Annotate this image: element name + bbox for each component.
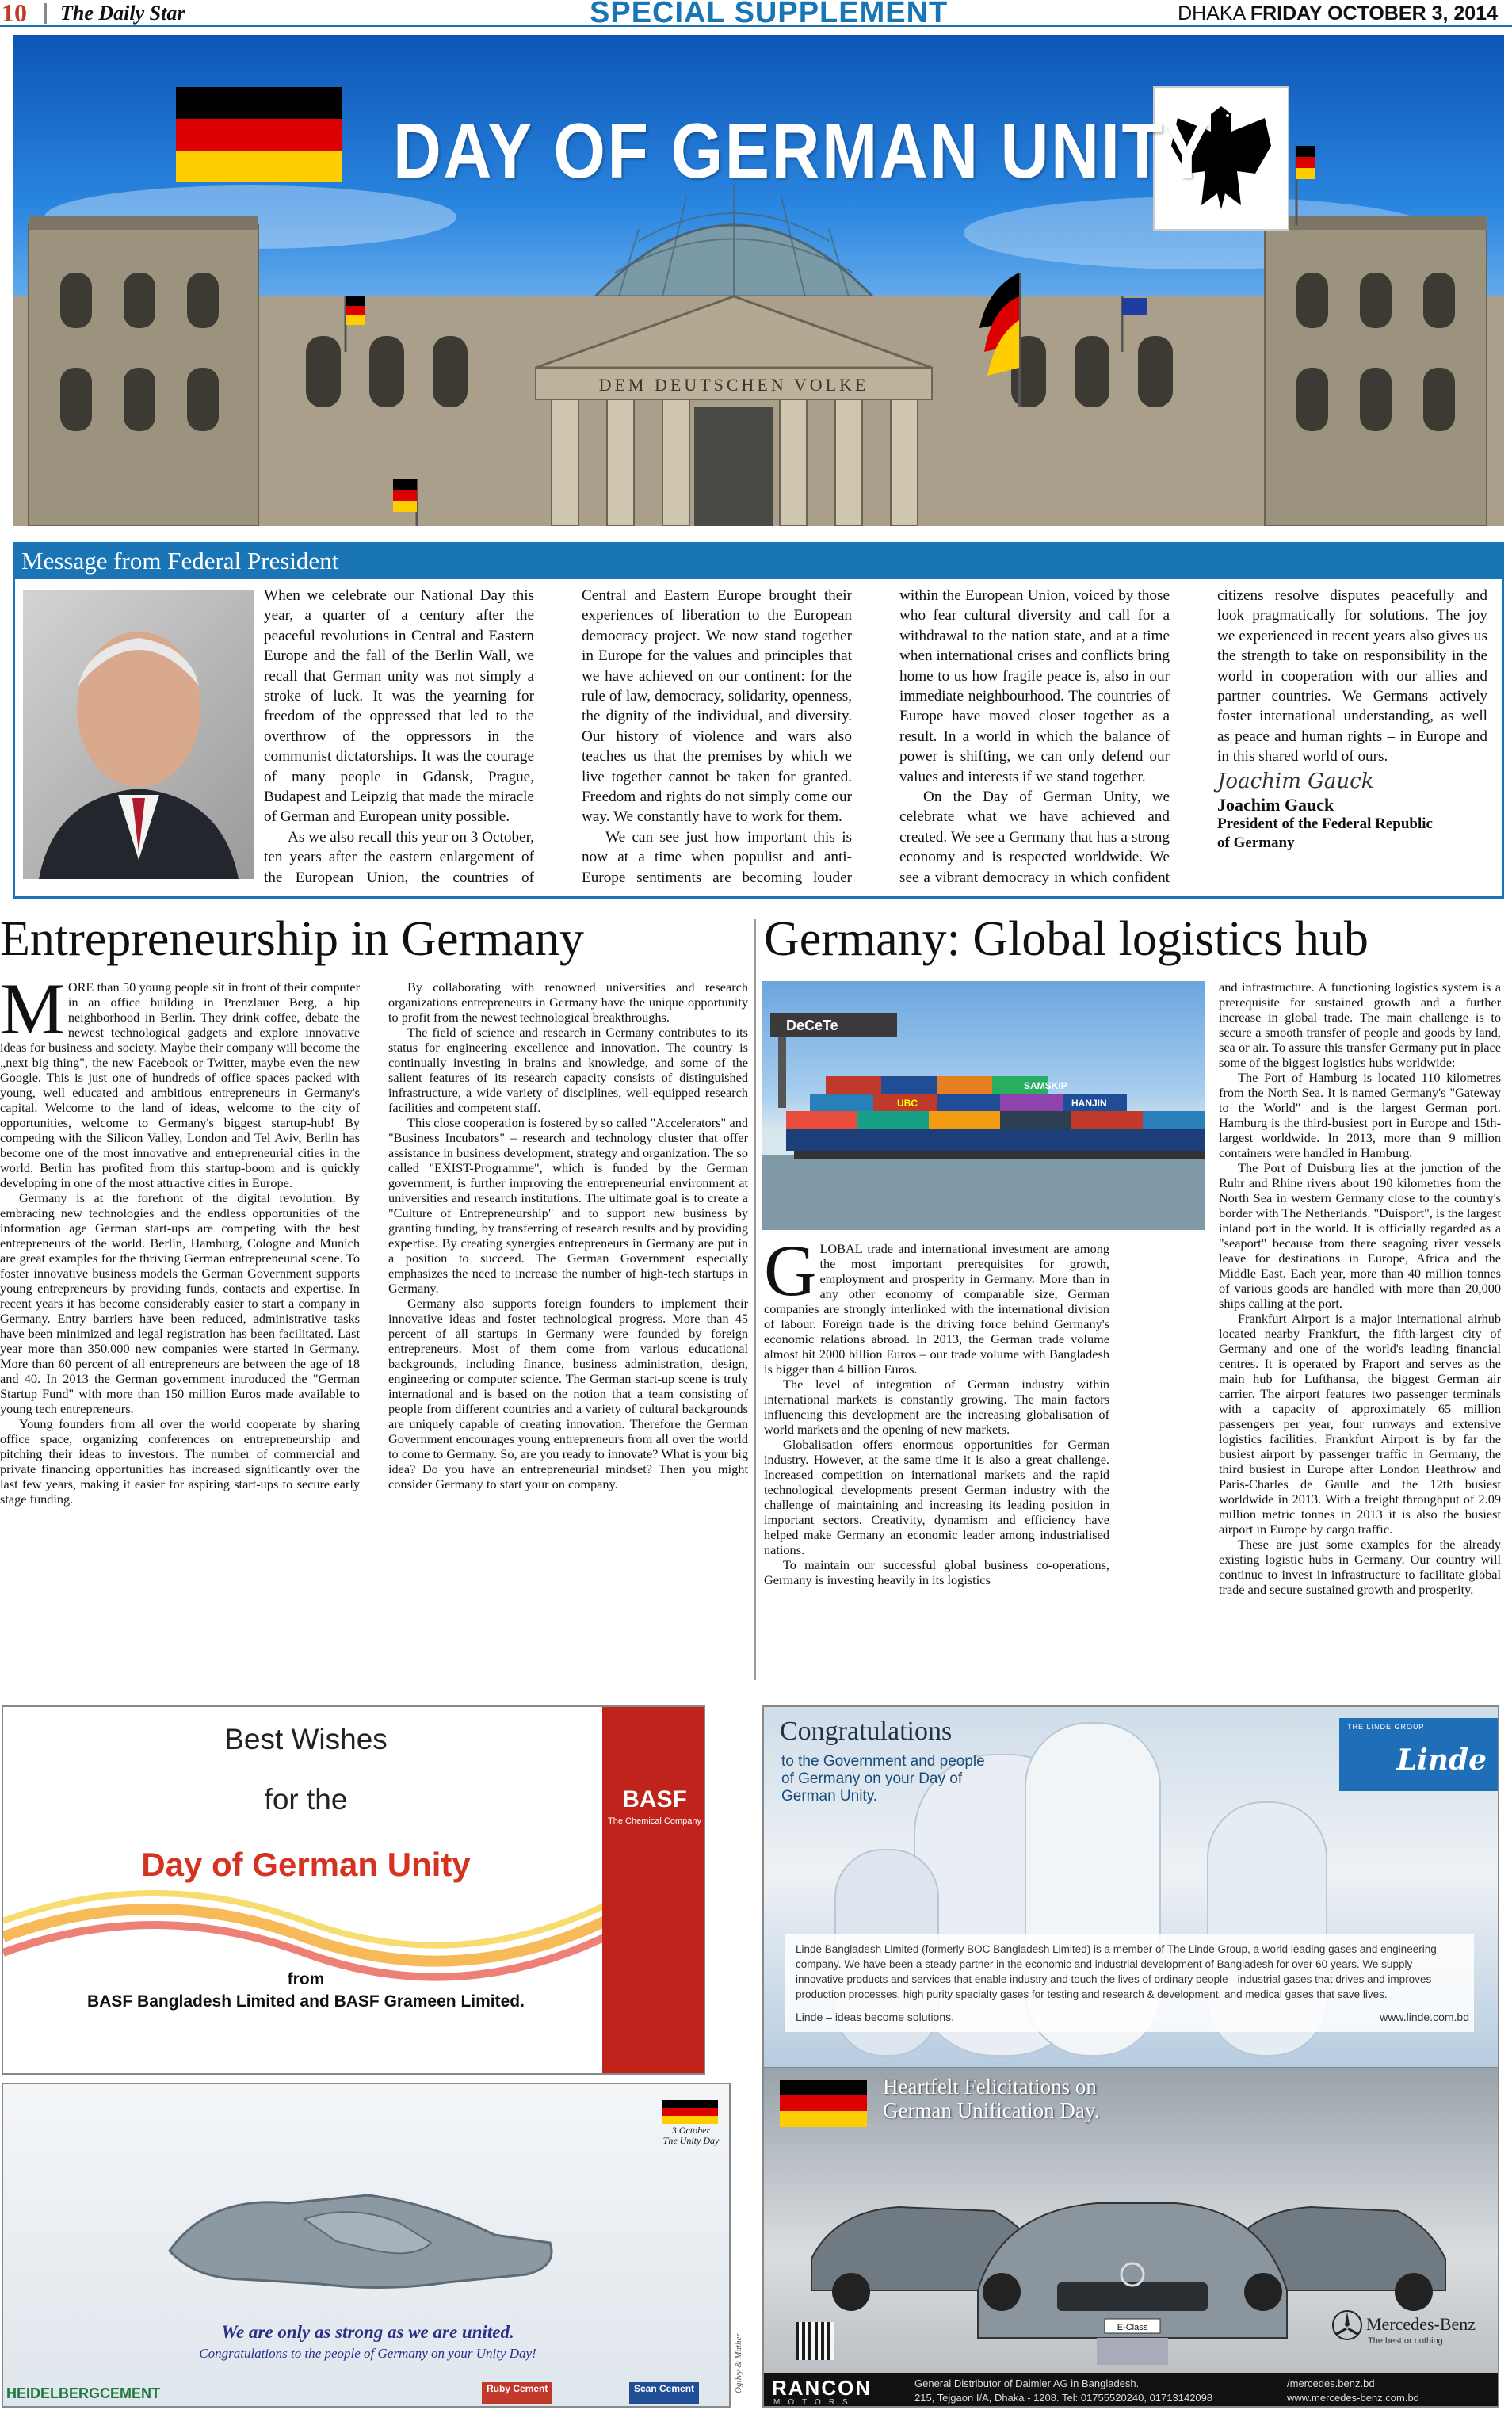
- container-port-photo: [762, 981, 1205, 1230]
- president-message-box: [13, 542, 1504, 899]
- article-paragraph: To maintain our successful global business co-operations, Germany is investing heavily in its logistics: [764, 1557, 1109, 1587]
- mercedes-slogan: The best or nothing.: [1368, 2336, 1445, 2346]
- article-paragraph: Young founders from all over the world cooperate by sharing office space, organizing conferences on entrepreneurship and pitching their ideas to investors. The number of commercial and private financing opportunities has increased significantly over the last few years, making it easier for aspiring start-ups to secure early stage funding.: [0, 1416, 360, 1507]
- signer-title: President of the Federal Republic: [1217, 815, 1433, 833]
- basf-logo-panel: [602, 1707, 705, 2075]
- paper-name: The Daily Star: [60, 2, 185, 25]
- agency-credit: Ogilvy & Mather: [734, 2333, 743, 2393]
- article-paragraph: Germany also supports foreign founders to implement their innovative ideas and foster technological progress. More than 45 percent of all startups in Germany were founded by foreign entrepreneurs. Most of them come from various educational backgrounds, including finance, business administration, design, engineering or computer science. The German start-up scene is truly international and is based on the notion that a team consisting of people from different countries and a variety of cultural backgrounds are uniquely capable of creating innovation. Therefore the German Government encourages young entrepreneurs from all over the world to come to Germany. So, are you ready to innovate? What is your big idea? Do you have an entrepreneurial mindset? Then you might consider Germany to start your on company.: [388, 1296, 748, 1491]
- dropcap: M: [0, 968, 65, 1049]
- rancon-logo: RANCON: [772, 2376, 872, 2400]
- article-paragraph: This close cooperation is fostered by so called "Accelerators" and "Business Incubators" – research and technology cluster that offer assistance in business development, strategy and organization. The so called "EXIST-Programme", which is funded by the German government, is further improving the entrepreneurial environment at universities and research institutions. The ultimate goal is to create a "Culture of Entrepreneurship" and to support new business by granting funding, by transferring of research results and by providing expertise. By creating synergies entrepreneurs in Germany are put in a position to succeed. The German Government especially emphasizes the need to increase the number of high-tech startups in Germany.: [388, 1115, 748, 1296]
- heidelberg-logo: HEIDELBERGCEMENT: [6, 2385, 161, 2401]
- dateline-date: FRIDAY OCTOBER 3, 2014: [1250, 2, 1498, 25]
- message-text: [264, 586, 1487, 896]
- german-flag-icon: [780, 2080, 867, 2127]
- photo-label: HANJIN: [1071, 1098, 1107, 1109]
- signer-name: Joachim Gauck: [1217, 795, 1334, 815]
- logistics-body-left: [764, 1230, 1109, 1669]
- article-paragraph: The level of integration of German industry within international markets is constantly growing. The main factors influencing this development are the increasing globalisation of world markets and the opening of new markets.: [764, 1377, 1109, 1437]
- section-title: SPECIAL SUPPLEMENT: [590, 0, 949, 29]
- entrepreneurship-body: [0, 968, 748, 1669]
- article-paragraph: The field of science and research in Germany contributes to its status for engineering excellence and innovation. The country is continually investing in brains and knowledge, and some of the salient features of its research capacity consists of distinguished infrastructure, a wide variety of disciplines, well-equipped research facilities and competent staff.: [388, 1025, 748, 1115]
- heidel-date: [658, 2125, 724, 2146]
- linde-advertisement[interactable]: [762, 1705, 1499, 2075]
- dealer-bar: [764, 2373, 1499, 2408]
- article-paragraph: The Port of Duisburg lies at the junction of the Ruhr and Rhine rivers about 190 kilometres from the North Sea in western Germany close to the country's border with The Netherlands. "Duisport", is the largest inland port in the world. It is officially regarded as a "seaport" because from there seagoing river vessels leave for destinations in Europe, Africa and the Middle East. Each year, more than 40 million tonnes of various goods are handled with more than 20,000 ships calling at the port.: [1219, 1160, 1501, 1311]
- heidel-caption: We are only as strong as we are united.: [221, 2322, 514, 2342]
- logistics-title: Germany: Global logistics hub: [764, 912, 1369, 966]
- photo-label: UBC: [897, 1098, 918, 1109]
- lead-text: ORE than 50 young people sit in front of their computer in an office building in Prenzlauer Berg, a hip neighborhood in Berlin. They drink coffee, debate the newest technological gadgets and explore innovative ideas for business and society. Maybe their company will become the „next big thing", the new Facebook or Twitter, maybe even the new Google. This is just one of hundreds of office spaces packed with young, well educated and ambitious entrepreneurs in Germany's capital. Welcome to the land of ideas, welcome to the city of opportunities, welcome to Germany's biggest startup-hub! By competing with the Silicon Valley, London and Tel Aviv, Berlin has become one of the most innovative and entrepreneurial cities in the world. Berlin has profited from this startup-boom and is quickly developing in one of the most attractive cities in Europe.: [0, 980, 360, 1190]
- heidelberg-advertisement[interactable]: [2, 2083, 731, 2408]
- article-paragraph: and infrastructure. A functioning logistics system is a prerequisite for sustained growth and a further increase in global trade. The main challenge is to secure a smooth transfer of people and goods by land, sea or air. To assure this transfer Germany put in place some of the biggest logistics hubs worldwide:: [1219, 980, 1501, 1070]
- german-flag-icon: [662, 2100, 718, 2124]
- facebook-link[interactable]: /mercedes.benz.bd: [1287, 2378, 1375, 2389]
- basf-logo: BASF: [622, 1786, 687, 1812]
- article-paragraph: [0, 968, 360, 1190]
- president-portrait: [23, 590, 254, 879]
- inscription: DEM DEUTSCHEN VOLKE: [598, 375, 869, 395]
- article-paragraph: These are just some examples for the already existing logistic hubs in Germany. Our country will continue to invest in infrastructure to facilitate global trade and secure sustained growth and prosperity.: [1219, 1537, 1501, 1597]
- mercedes-brand: Mercedes-Benz: [1366, 2314, 1476, 2334]
- ruby-cement-logo: Ruby Cement: [482, 2382, 552, 2404]
- page-number: 10: [2, 0, 27, 27]
- signature: Joachim Gauck: [1217, 769, 1374, 793]
- message-paragraph: We can see just how important this is now at a time when populist and anti-Europe sentiments are becoming louder within the European Union, voiced by those who fear cultural diversity and call for a withdrawal to the nation state, and at a time when international crises and conflicts bring home to us how fragile peace is, also in our immediate neighbourhood. The countries of Europe have moved closer together as a result. In a world in which the balance of power is shifting, we can only defend our values and interests if we stand together.: [582, 587, 1170, 886]
- message-paragraph: As we also recall this year on 3 October, ten years after the eastern enlargement of the European Union, the countries of Central and Eastern Europe brought their experiences of liberation to the European democracy project. We now stand together in Europe for the values and principles that we have achieved on our continent: for the rule of law, democracy, solidarity, openness, the dignity of the individual, and diversity. Our history of violence and wars also teaches us that the premises by which we live together cannot be taken for granted. Freedom and rights do not simply come our way. We constantly have to work for them.: [264, 587, 852, 886]
- heidel-date-line: 3 October: [671, 2125, 711, 2136]
- basf-tagline: The Chemical Company: [608, 1816, 701, 1826]
- column-divider: [754, 919, 756, 1680]
- mercedes-headline: Heartfelt Felicitations on: [883, 2075, 1097, 2099]
- website-link[interactable]: www.mercedes-benz.com.bd: [1287, 2392, 1419, 2404]
- message-header: Message from Federal President: [15, 544, 1502, 579]
- linde-title: Congratulations: [780, 1717, 953, 1746]
- license-plate: E-Class: [1117, 2323, 1148, 2332]
- photo-label: SAMSKIP: [1024, 1080, 1067, 1091]
- heidel-date-line: The Unity Day: [662, 2135, 720, 2146]
- heidel-subcaption: Congratulations to the people of Germany on your Unity Day!: [199, 2346, 536, 2361]
- basf-from: from: [287, 1970, 325, 1988]
- article-paragraph: Globalisation offers enormous opportunities for German industry. However, at the same time it is also a great challenge. Increased competition on international markets and the rapid technological developments present German industry with the challenge of maintaining and increasing its leading position in important sectors. Creativity, dynamism and efficiency have helped make Germany an economic leader among industrialised nations.: [764, 1437, 1109, 1557]
- article-paragraph: The Port of Hamburg is located 110 kilometres from the North Sea. It is named Germany's "Gateway to the World" and is the largest German port. Hamburg is the third-busiest port in Europe and 15th-largest worldwide. In 2013, more than 9 million containers were handled in Hamburg.: [1219, 1070, 1501, 1160]
- rancon-sub: MOTORS: [773, 2398, 856, 2407]
- hero-title: DAY OF GERMAN UNITY: [393, 107, 1212, 194]
- linde-subtitle: to the Government and people of Germany on your Day of German Unity.: [781, 1753, 985, 1805]
- handshake-sculpture: [3, 2084, 731, 2322]
- german-flag-icon: [176, 87, 342, 182]
- qr-code-icon: [796, 2322, 834, 2360]
- scan-cement-logo: Scan Cement: [629, 2382, 699, 2404]
- article-paragraph: By collaborating with renowned universities and research organizations entrepreneurs in Germany have the unique opportunity to profit from the newest technological breakthroughs.: [388, 980, 748, 1025]
- basf-companies: BASF Bangladesh Limited and BASF Grameen Limited.: [87, 1992, 525, 2011]
- cars-graphic: [764, 2140, 1499, 2370]
- basf-headline: Best Wishes: [224, 1723, 388, 1755]
- photo-label: DeCeTe: [786, 1018, 838, 1033]
- dateline: [1178, 2, 1498, 25]
- article-paragraph: [764, 1230, 1109, 1377]
- basf-advertisement[interactable]: [2, 1705, 705, 2075]
- linde-body: Linde Bangladesh Limited (formerly BOC Bangladesh Limited) is a member of The Linde Group, a world leading gases and engineering company. We have been a steady partner in the economic and industrial development of Bangladesh for over 60 years. We supply innovative products and services that enable industry and touch the lives of ordinary people - industrial gases that drives and improves production processes, high purity specialty gases for testing and research & development, and medical gases that save lives.: [785, 1934, 1474, 2032]
- masthead-divider: [44, 3, 47, 24]
- linde-brand-box: [1339, 1718, 1498, 1791]
- entrepreneurship-title: Entrepreneurship in Germany: [0, 912, 584, 966]
- lead-text: LOBAL trade and international investment are among the most important prerequisites for growth, employment and prosperity in Germany. More than in any other economy of comparable size, German companies are strongly interlinked with the international division of labour. Foreign trade is the driving force behind Germany's economic relations abroad. In 2013, the German trade volume almost hit 2000 billion Euros – our trade volume with Bangladesh is bigger than 4 billion Euros.: [764, 1241, 1109, 1377]
- article-paragraph: Frankfurt Airport is a major international airhub located nearby Frankfurt, the fifth-largest city of Germany and one of the world's leading financial centres. It is operated by Fraport and serves as the main hub for Lufthansa, the biggest German air carrier. The airport features two passenger terminals with a capacity of approximately 65 million passengers per year, four runways and extensive logistics facilities. Frankfurt Airport is by far the busiest airport by passenger traffic in Germany, the third busiest in Europe after London Heathrow and Paris-Charles de Gaulle and the 12th busiest worldwide in 2013. With a freight throughput of 2.09 million metric tonnes in 2013 it is also the busiest airport in Europe by cargo traffic.: [1219, 1311, 1501, 1537]
- basf-occasion: Day of German Unity: [141, 1846, 471, 1883]
- logistics-body-right: [1219, 980, 1501, 1669]
- linde-logo: Linde: [1396, 1744, 1487, 1777]
- basf-headline: for the: [264, 1783, 348, 1816]
- message-paragraph: When we celebrate our National Day this year, a quarter of a century after the peaceful revolutions in Central and Eastern Europe and the fall of the Berlin Wall, we recall that German unity was not simply a stroke of luck. It was the yearning for freedom of the oppressed that led to the overthrow of the oppressors in the communist dictatorships. It was the courage of many people in Gdansk, Prague, Budapest and Leipzig that made the miracle of German and European unity possible.: [264, 587, 534, 826]
- mercedes-advertisement[interactable]: [762, 2067, 1499, 2408]
- linde-group: THE LINDE GROUP: [1347, 1723, 1425, 1731]
- dateline-city: DHAKA: [1178, 2, 1245, 25]
- masthead: [0, 0, 1512, 27]
- dropcap: G: [764, 1230, 817, 1311]
- dealer-address: General Distributor of Daimler AG in Bangladesh.: [914, 2378, 1140, 2389]
- message-paragraph: On the Day of German Unity, we celebrate what we have achieved and created. We see a Germany that has a strong economy and is respected worldwide. We see a vibrant democracy in which confident citizens resolve disputes peacefully and look pragmatically for solutions. The joy we experienced in recent years also gives us the strength to take on responsibility in the world in cooperation with our allies and partner countries. We Germans actively foster international understanding, as well as peace and human rights – in Europe and in this shared world of ours.: [899, 587, 1487, 886]
- mercedes-headline: German Unification Day.: [883, 2099, 1100, 2122]
- linde-url[interactable]: www.linde.com.bd: [1380, 2011, 1469, 2023]
- mercedes-star-icon: [1331, 2309, 1363, 2341]
- signer-title: of Germany: [1217, 835, 1295, 852]
- linde-motto: Linde – ideas become solutions.: [796, 2011, 955, 2023]
- dealer-address: 215, Tejgaon I/A, Dhaka - 1208. Tel: 01755520240, 01713142098: [914, 2392, 1213, 2404]
- hero-reichstag-photo: [13, 35, 1504, 526]
- article-paragraph: Germany is at the forefront of the digital revolution. By embracing new technologies and the endless opportunities of the information age German start-ups are competing with the best entrepreneurs of the world. Berlin, Hamburg, Cologne and Munich are great examples for the thriving German entrepreneurial scene. To foster innovative business models the German Government supports young entrepreneurs by providing funds, contacts and expertise. In recent years it has become considerably easier to start a company in Germany. Entry barriers have been reduced, administrative tasks have been minimized and legal registration has been facilitated. Last year more than 350.000 new companies were started in Germany. More than 60 percent of all entrepreneurs are between the age of 18 and 40. In 2013 the German government introduced the "German Startup Fund" with more than 150 million Euros made available to young tech entrepreneurs.: [0, 1190, 360, 1416]
